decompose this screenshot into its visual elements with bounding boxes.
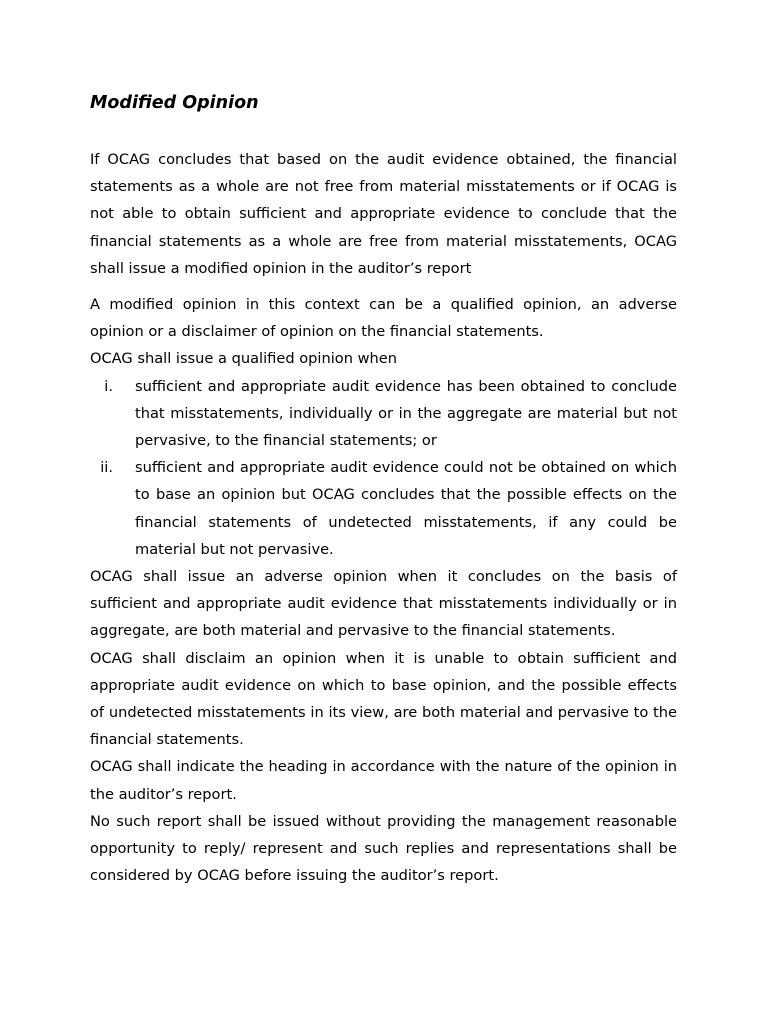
- list-item: [90, 454, 677, 563]
- document-page: [90, 90, 677, 889]
- paragraph-qualified-intro: OCAG shall issue a qualified opinion when: [90, 350, 398, 368]
- list-marker: ii.: [100, 459, 113, 477]
- paragraph-modified-opinion-types: A modified opinion in this context can be a qualified opinion, an adverse opinion or a disclaimer of opinion on the financial statements.: [90, 296, 677, 341]
- paragraph-heading-note: OCAG shall indicate the heading in accordance with the nature of the opinion in the auditor’s report.: [90, 758, 677, 803]
- paragraph-management-reply: No such report shall be issued without providing the management reasonable opportunity to reply/ represent and such replies and representations shall be considered by OCAG before issuing the auditor’s report.: [90, 812, 677, 885]
- list-item: [90, 373, 677, 455]
- paragraph-adverse-opinion: OCAG shall issue an adverse opinion when it concludes on the basis of sufficient and appropriate audit evidence that misstatements individually or in aggregate, are both material and pervasive to the financial statements.: [90, 568, 677, 640]
- list-item-text: sufficient and appropriate audit evidence has been obtained to conclude that misstatements, individually or in the aggregate are material but not pervasive, to the financial statements; or: [135, 377, 677, 450]
- paragraph-disclaimer: OCAG shall disclaim an opinion when it is unable to obtain sufficient and appropriate audit evidence on which to base opinion, and the possible effects of undetected misstatements in its view, are both material and pervasive to the financial statements.: [90, 649, 677, 749]
- list-marker: i.: [104, 377, 113, 395]
- list-item-text: sufficient and appropriate audit evidence could not be obtained on which to base an opinion but OCAG concludes that the possible effects on the financial statements of undetected misstatements, if any could be material but not pervasive.: [135, 459, 677, 558]
- paragraph-intro: If OCAG concludes that based on the audit evidence obtained, the financial statements as a whole are not free from material misstatements or if OCAG is not able to obtain sufficient and appropriate evidence to conclude that the financial statements as a whole are free from material misstatements, OCAG shall issue a modified opinion in the auditor’s report: [90, 151, 677, 277]
- page-title: Modified Opinion: [90, 93, 259, 113]
- qualified-opinion-list: [90, 373, 677, 563]
